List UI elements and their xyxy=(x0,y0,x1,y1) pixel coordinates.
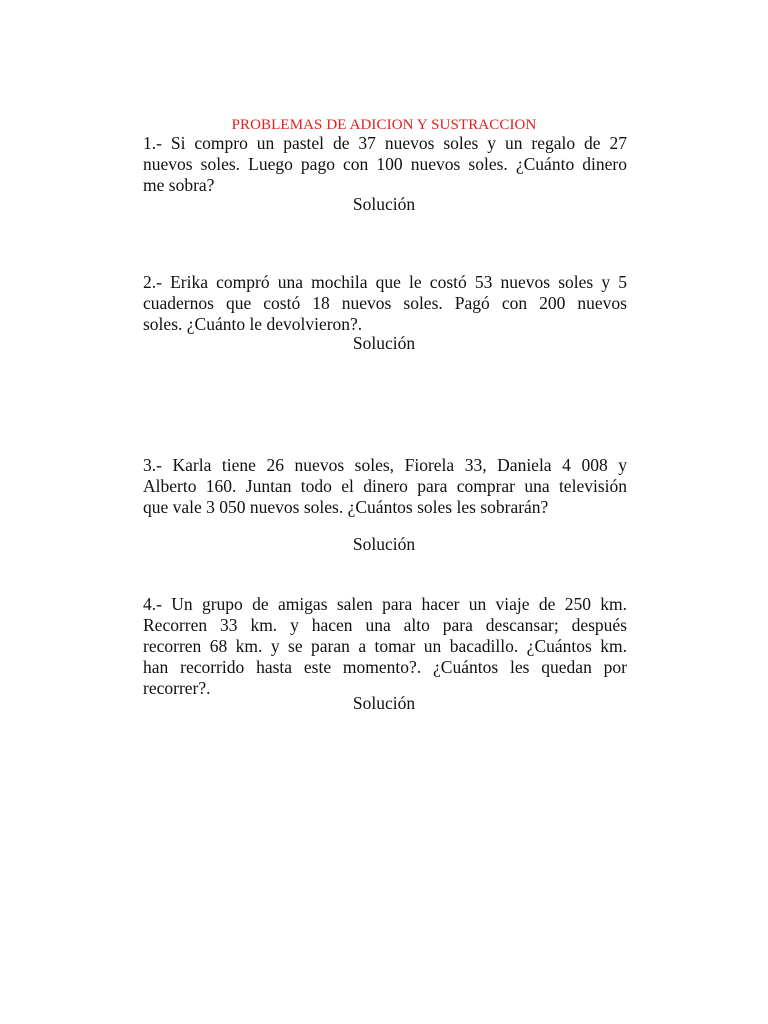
page-title: PROBLEMAS DE ADICION Y SUSTRACCION xyxy=(231,117,537,133)
problem-2-line-2: cuadernos que costó 18 nuevos soles. Pagó con 200 nuevos xyxy=(143,293,627,313)
problem-2-line-1: 2.- Erika compró una mochila que le costó 53 nuevos soles y 5 xyxy=(143,272,627,292)
problem-3-line-3: que vale 3 050 nuevos soles. ¿Cuántos soles les sobrarán? xyxy=(143,497,549,517)
problem-2-solution-label: Solución xyxy=(352,333,416,353)
problem-4-line-3: recorren 68 km. y se paran a tomar un bacadillo. ¿Cuántos km. xyxy=(143,636,627,656)
problem-1-line-2: nuevos soles. Luego pago con 100 nuevos soles. ¿Cuánto dinero xyxy=(143,154,627,174)
problem-1-line-1: 1.- Si compro un pastel de 37 nuevos soles y un regalo de 27 xyxy=(143,133,627,153)
problem-1 xyxy=(143,133,627,196)
problem-4-line-5: recorrer?. xyxy=(143,678,211,698)
problem-2-line-3: soles. ¿Cuánto le devolvieron?. xyxy=(143,314,363,334)
problem-4-solution-label: Solución xyxy=(352,693,416,713)
problem-1-solution-label: Solución xyxy=(352,194,416,214)
problem-3-solution-label: Solución xyxy=(352,534,416,554)
problem-1-line-3: me sobra? xyxy=(143,175,215,195)
problem-2 xyxy=(143,272,627,335)
problem-4-line-1: 4.- Un grupo de amigas salen para hacer un viaje de 250 km. xyxy=(143,594,627,614)
problem-4-line-4: han recorrido hasta este momento?. ¿Cuántos les quedan por xyxy=(143,657,627,677)
problem-4-line-2: Recorren 33 km. y hacen una alto para descansar; después xyxy=(143,615,627,635)
problem-3-line-1: 3.- Karla tiene 26 nuevos soles, Fiorela 33, Daniela 4 008 y xyxy=(143,455,627,475)
problem-3-line-2: Alberto 160. Juntan todo el dinero para comprar una televisión xyxy=(143,476,627,496)
problem-3 xyxy=(143,455,627,518)
problem-4 xyxy=(143,594,627,699)
